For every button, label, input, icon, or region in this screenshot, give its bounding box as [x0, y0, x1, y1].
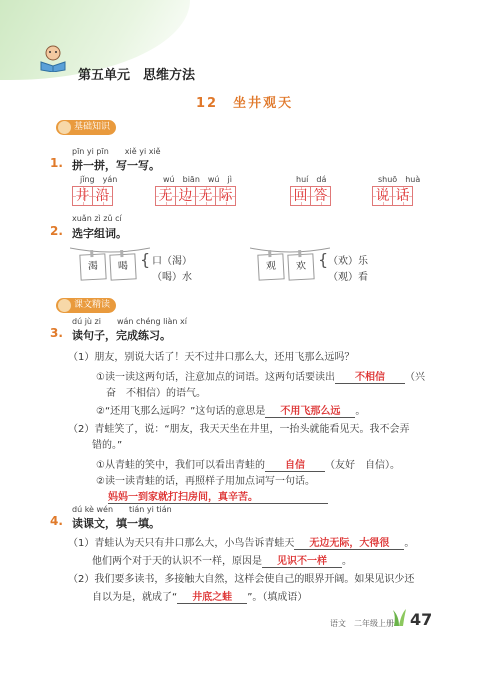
char-cell: 边	[175, 186, 196, 206]
char-cell: 说	[372, 186, 393, 206]
q1-pinyin: pīn yi pīn xiě yi xiě	[72, 147, 161, 156]
q3-p1a-cont: 奋 不相信）的语气。	[106, 388, 206, 399]
char-cell: 无	[155, 186, 176, 206]
char-cell: 话	[392, 186, 413, 206]
card-he: 喝	[109, 253, 136, 280]
q4-p2: （2）我们要多读书，多接触大自然，这样会使自己的眼界开阔。如果见识少还	[68, 574, 415, 585]
answer-text: 见识不一样	[262, 552, 342, 568]
q1-text: 拼一拼，写一写。	[72, 159, 160, 172]
q3-p2b: ②读一读青蛙的话，再照样子用加点词写一句话。	[96, 476, 315, 487]
char-cell: 际	[215, 186, 236, 206]
card-guan: 观	[257, 253, 284, 280]
section-badge-label: 基础知识	[74, 122, 111, 132]
q1-group1-grid	[72, 186, 113, 206]
section-badge-basics	[56, 120, 116, 135]
answer-text: 自信	[265, 456, 325, 472]
page-number: 47	[410, 610, 433, 629]
q2-pinyin: xuǎn zì zǔ cí	[72, 214, 122, 223]
q4-p1: （1）青蛙认为天只有井口那么大，小鸟告诉青蛙天 无边无际，大得很 。	[68, 534, 414, 550]
q2-text: 选字组词。	[72, 227, 127, 240]
char-cell: 答	[310, 186, 331, 206]
char-cell: 沿	[92, 186, 113, 206]
q3-number: 3.	[50, 326, 63, 340]
char-cell: 井	[72, 186, 93, 206]
q4-p1-cont: 他们两个对于天的认识不一样，原因是 见识不一样 。	[92, 552, 352, 568]
answer-text: 无边无际，大得很	[294, 534, 404, 550]
q4-p2-cont: 自以为是，就成了“ 井底之蛙 ”。（填成语）	[92, 588, 307, 604]
q3-pinyin: dú jù zi wán chéng liàn xí	[72, 317, 188, 326]
brace-left: {	[140, 250, 151, 269]
grass-icon	[392, 608, 408, 626]
q1-group2-grid	[155, 186, 236, 206]
q3-p1b: ②“还用飞那么远吗？”这句话的意思是 不用飞那么远 。	[96, 402, 365, 418]
q3-p1a: ①读一读这两句话，注意加点的词语。这两句话要读出 不相信 （兴	[96, 368, 425, 384]
q3-p2b-answer: 妈妈一到家就打扫房间，真辛苦。	[108, 488, 328, 504]
answer-text: 不用飞那么远	[265, 402, 355, 418]
answer-text: 井底之蛙	[177, 588, 247, 604]
q1-group4-grid	[372, 186, 413, 206]
q3-text: 读句子，完成练习。	[72, 329, 171, 342]
q2-set1-line1: 口（渴）	[152, 256, 192, 267]
q1-group3-pinyin: huí dá	[296, 175, 327, 184]
q4-text: 读课文，填一填。	[72, 517, 160, 530]
q1-group3-grid	[290, 186, 331, 206]
q2-set1-line2: （喝）水	[152, 272, 192, 283]
card-huan: 欢	[287, 253, 314, 280]
footer-subject: 语文 二年级上册	[330, 619, 394, 628]
mascot-reading-icon	[38, 44, 68, 72]
section-badge-reading	[56, 298, 116, 313]
lesson-title: 12 坐井观天	[196, 96, 294, 111]
q4-pinyin: dú kè wén tián yi tián	[72, 505, 172, 514]
q3-p2-cont: 错的。”	[92, 440, 123, 451]
unit-title: 第五单元 思维方法	[78, 68, 196, 83]
q3-p2: （2）青蛙笑了，说：“朋友，我天天坐在井里，一抬头就能看见天。我不会弄	[68, 424, 410, 435]
q3-p2a: ①从青蛙的笑中，我们可以看出青蛙的 自信 （友好 自信）。	[96, 456, 400, 472]
char-cell: 回	[290, 186, 311, 206]
section-badge-label: 课文精读	[74, 300, 111, 310]
card-ke: 渴	[79, 253, 106, 280]
q1-group2-pinyin: wú biān wú jì	[163, 175, 232, 184]
q1-group4-pinyin: shuō huà	[378, 175, 421, 184]
q3-p1: （1）朋友，别说大话了！天不过井口那么大，还用飞那么远吗？	[68, 352, 355, 363]
bear-icon	[58, 121, 71, 134]
q2-set2-line1: （欢）乐	[328, 256, 368, 267]
q2-set2-line2: （观）看	[328, 272, 368, 283]
char-cell: 无	[195, 186, 216, 206]
brace-right: {	[318, 250, 329, 269]
answer-text: 不相信	[335, 368, 405, 384]
q4-number: 4.	[50, 514, 63, 528]
q2-number: 2.	[50, 224, 63, 238]
q1-group1-pinyin: jǐng yán	[80, 175, 118, 184]
q1-number: 1.	[50, 156, 63, 170]
bear-icon	[58, 299, 71, 312]
